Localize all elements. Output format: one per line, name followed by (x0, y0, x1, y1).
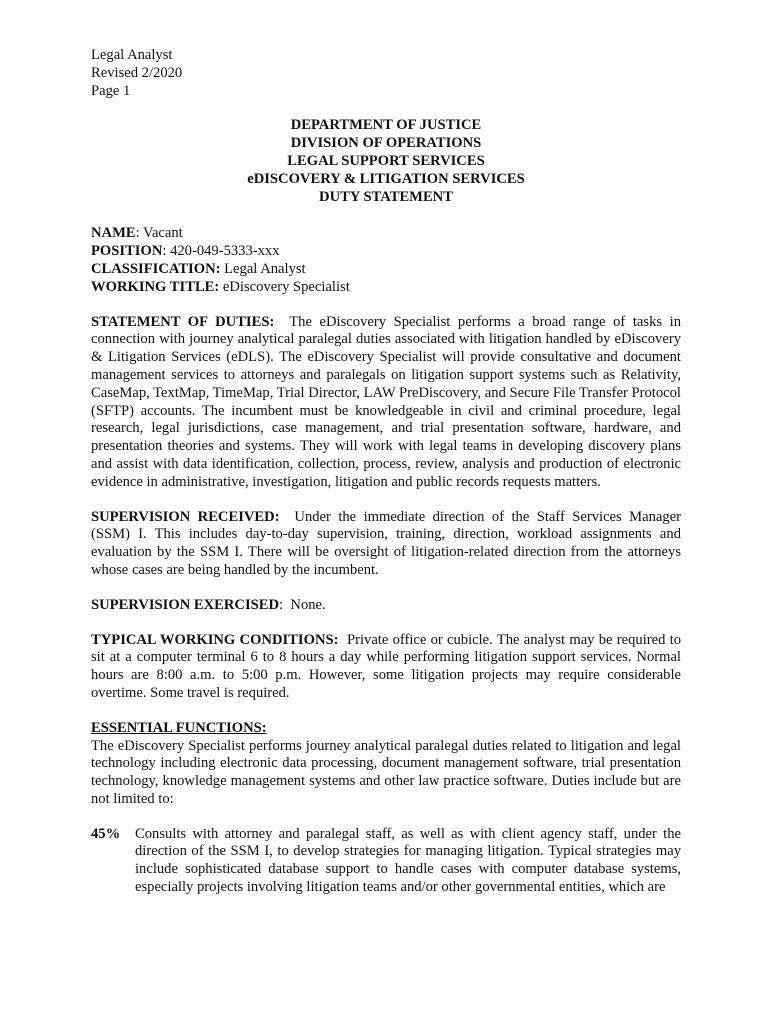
supervision-received-label: SUPERVISION RECEIVED: (91, 508, 280, 525)
working-conditions-label: TYPICAL WORKING CONDITIONS: (91, 631, 339, 648)
header-revision: Revised 2/2020 (91, 64, 183, 81)
position-info (91, 225, 681, 296)
duty-description: Consults with attorney and paralegal staff, as well as with client agency staff, under the direction of the SSM I, to develop strategies for managing litigation. Typical strategies may include sophisticated database support to handle cases with computer database systems, especially projects involving litigation teams and/or other governmental entities, which are (135, 825, 681, 896)
working-title-label: WORKING TITLE: (91, 278, 220, 295)
supervision-exercised-text: : None. (279, 596, 326, 613)
title-line-doc-type: DUTY STATEMENT (319, 188, 453, 205)
duty-percent: 45% (91, 825, 121, 842)
essential-functions-heading: ESSENTIAL FUNCTIONS: (91, 719, 267, 736)
header-job-title: Legal Analyst (91, 47, 173, 63)
name-label: NAME (91, 225, 136, 242)
position-row (91, 243, 681, 261)
header-page-number: Page 1 (91, 82, 131, 99)
statement-text: The eDiscovery Specialist performs a broad range of tasks in connection with journey analytical paralegal duties associated with litigation handled by eDiscovery & Litigation Services (eDLS). The eDiscovery Specialist will provide consultative and document management services to attorneys and paralegals on litigation support systems such as Relativity, CaseMap, TextMap, TimeMap, Trial Director, LAW PreDiscovery, and Secure File Transfer Protocol (SFTP) accounts. The incumbent must be knowledgeable in civil and criminal procedure, legal research, legal jurisdictions, case management, and trial presentation software, hardware, and presentation theories and systems. They will work with legal teams in developing discovery plans and assist with data identification, collection, process, review, analysis and production of electronic evidence in administrative, investigation, litigation and public records requests matters. (91, 313, 685, 490)
working-conditions-text: Private office or cubicle. The analyst may be required to sit at a computer terminal 6 to 8 hours a day while performing litigation support services. Normal hours are 8:00 a.m. to 5:00 p.m. However, some litigation projects may require considerable overtime. Some travel is required. (91, 631, 685, 701)
supervision-exercised-label: SUPERVISION EXERCISED (91, 596, 280, 613)
essential-functions-text: The eDiscovery Specialist performs journey analytical paralegal duties related to litigation and legal technology including electronic data processing, document management software, trial presentation technology, knowledge management systems and other law practice software. Duties include but are not limited to: (91, 737, 681, 807)
title-line-division: DIVISION OF OPERATIONS (290, 135, 482, 152)
classification-value: Legal Analyst (220, 260, 306, 277)
title-line-section: LEGAL SUPPORT SERVICES (287, 152, 485, 169)
name-value: : Vacant (135, 225, 183, 242)
supervision-exercised (91, 597, 681, 615)
supervision-received-text: Under the immediate direction of the Staff Services Manager (SSM) I. This includes day-to-day supervision, training, direction, workload assignments and evaluation by the SSM I. There will be oversight of litigation-related direction from the attorneys whose cases are being handled by the incumbent. (91, 508, 685, 578)
duty-item (91, 826, 681, 897)
working-title-row (91, 279, 681, 297)
classification-row (91, 261, 681, 279)
position-label: POSITION (91, 243, 163, 260)
name-row (91, 225, 681, 243)
working-title-value: eDiscovery Specialist (219, 278, 350, 295)
position-value: : 420-049-5333-xxx (162, 243, 280, 260)
working-conditions (91, 631, 685, 703)
title-line-unit: eDISCOVERY & LITIGATION SERVICES (247, 170, 525, 187)
document-title (91, 117, 681, 206)
title-line-department: DEPARTMENT OF JUSTICE (290, 117, 482, 134)
statement-of-duties (91, 313, 685, 492)
classification-label: CLASSIFICATION: (91, 260, 221, 277)
document-page (91, 47, 685, 897)
statement-label: STATEMENT OF DUTIES: (91, 313, 275, 330)
supervision-received (91, 508, 685, 580)
document-header (91, 47, 681, 100)
